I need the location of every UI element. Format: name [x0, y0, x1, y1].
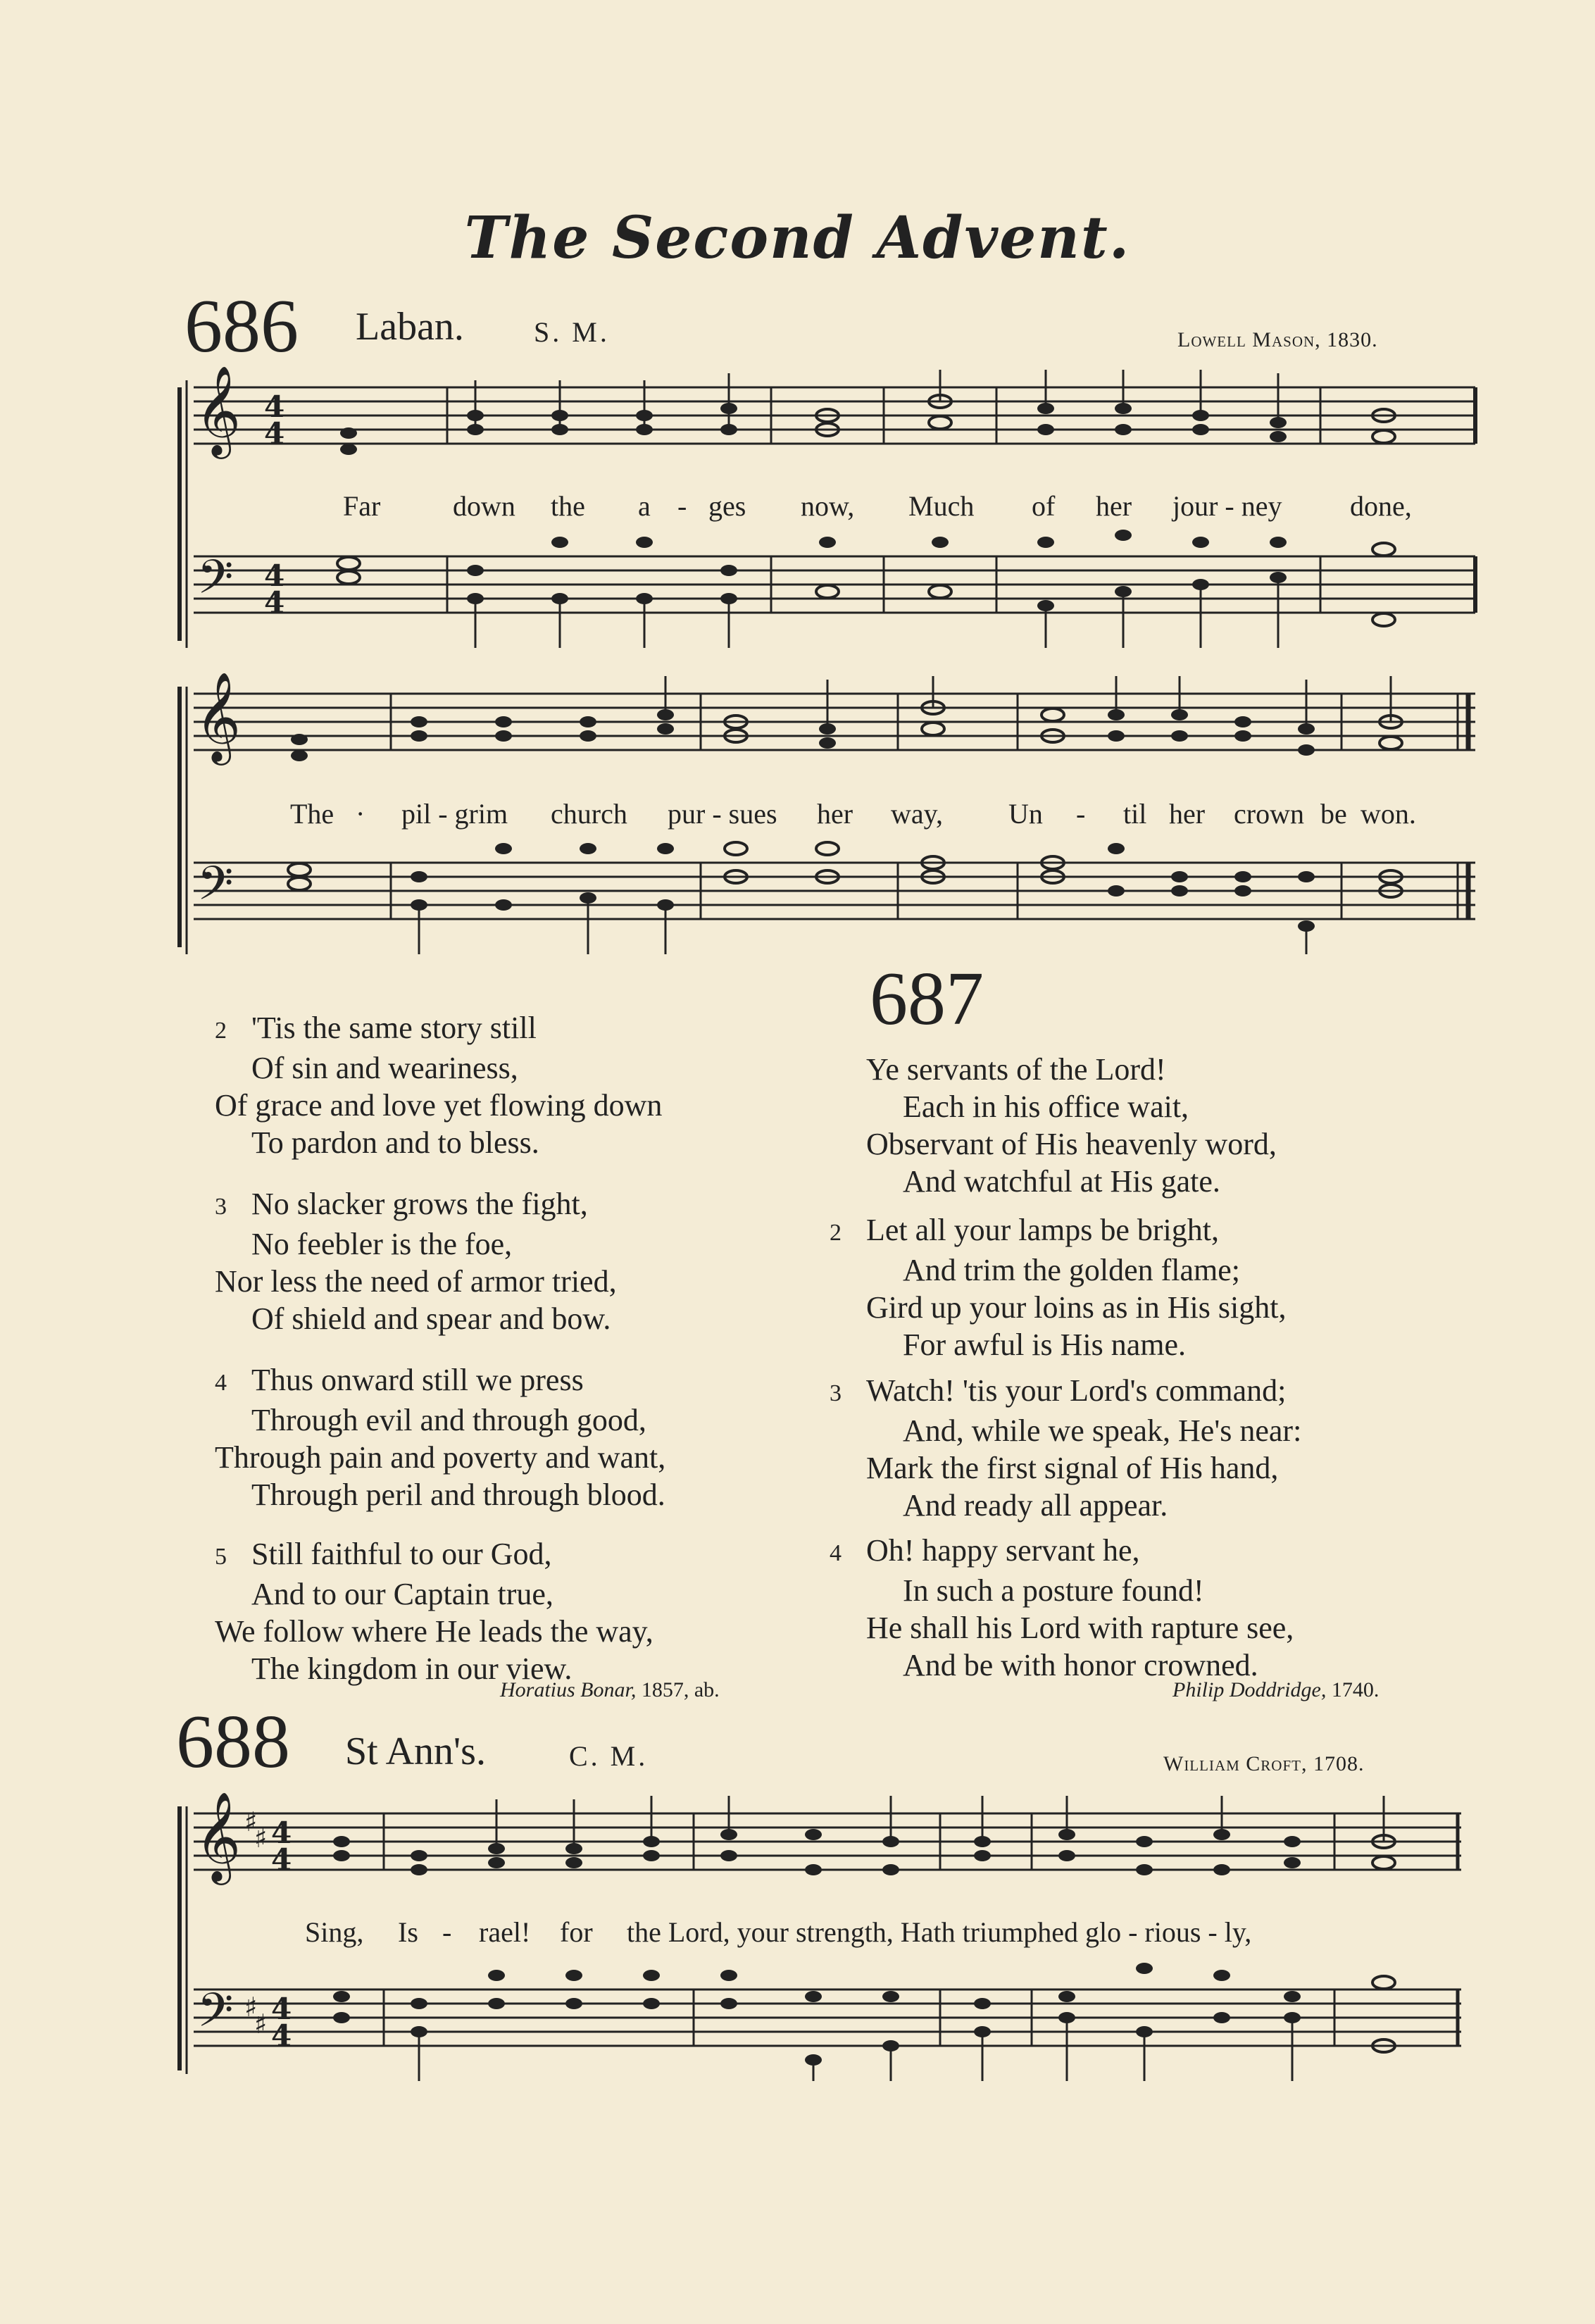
lyric-686-r2-w13: be [1320, 798, 1347, 830]
composer-686: Lowell Mason, 1830. [1177, 328, 1378, 351]
hymn-686-verse-5 [215, 1535, 653, 1687]
author-year: 1740. [1331, 1678, 1380, 1701]
verse-line: Each in his office wait, [903, 1089, 1189, 1124]
verse-number: 4 [830, 1540, 842, 1566]
lyric-688-w1: Sing, [305, 1916, 364, 1948]
lyric-688-w4: rael! [479, 1916, 531, 1948]
lyric-686-r2-w1: The [290, 798, 334, 830]
tune-name-st-anns: St Ann's. [345, 1730, 486, 1773]
svg-text:𝄢: 𝄢 [197, 1983, 234, 2049]
svg-text:𝄢: 𝄢 [197, 550, 234, 616]
hymn-number-686: 686 [184, 285, 299, 368]
verse-line: And be with honor crowned. [903, 1648, 1258, 1682]
svg-text:4: 4 [271, 1842, 292, 1877]
verse-line: And to our Captain true, [251, 1577, 553, 1611]
verse-number: 2 [830, 1220, 842, 1246]
svg-text:4: 4 [271, 1992, 292, 2026]
svg-text:4: 4 [264, 585, 285, 620]
composer-688: William Croft, 1708. [1163, 1752, 1365, 1775]
verse-line: Still faithful to our God, [251, 1537, 552, 1571]
lyric-686-r2-w3: pil - grim [401, 798, 508, 830]
svg-text:♯: ♯ [254, 2008, 268, 2039]
lyric-686-r1-w8: Much [908, 490, 975, 522]
verse-line: Oh! happy servant he, [866, 1533, 1140, 1568]
verse-line: Through evil and through good, [251, 1403, 646, 1437]
lyric-686-r2-w11: her [1169, 798, 1206, 830]
svg-text:♯: ♯ [254, 1823, 268, 1854]
verse-line: And ready all appear. [903, 1488, 1168, 1523]
svg-text:♯: ♯ [244, 1806, 258, 1837]
verse-number: 4 [215, 1370, 227, 1396]
lyric-686-r2-w12: crown [1234, 798, 1304, 830]
lyric-686-r2-w7: way, [891, 798, 944, 830]
verse-line: In such a posture found! [903, 1573, 1204, 1608]
hymn-686-verse-4 [215, 1361, 665, 1513]
verse-line: Of grace and love yet flowing down [215, 1088, 663, 1123]
lyric-686-r2-w5: pur - sues [668, 798, 777, 830]
lyric-688-w6: the Lord, your strength, Hath triumphed glo - rious - ly, [627, 1916, 1252, 1948]
svg-text:4: 4 [271, 1816, 292, 1850]
lyric-686-r1-w9: of [1032, 490, 1056, 522]
lyric-686-r1-w4: a [638, 490, 651, 522]
lyric-686-r2-w6: her [817, 798, 853, 830]
author-name: Horatius Bonar, [500, 1678, 637, 1701]
verse-line: Through pain and poverty and want, [215, 1440, 666, 1475]
svg-text:4: 4 [264, 389, 285, 424]
hymn-number-688: 688 [176, 1700, 290, 1784]
lyric-686-r1-w12: done, [1350, 490, 1412, 522]
lyric-686-r2-w9: - [1076, 798, 1086, 830]
svg-text:♯: ♯ [244, 1992, 258, 2023]
lyric-686-r2-w14: won. [1361, 798, 1416, 830]
verse-line: No feebler is the foe, [251, 1227, 513, 1261]
verse-line: No slacker grows the fight, [251, 1187, 588, 1221]
svg-text:4: 4 [264, 558, 285, 593]
verse-number: 5 [215, 1544, 227, 1570]
verse-line: He shall his Lord with rapture see, [866, 1611, 1294, 1645]
verse-line: Of shield and spear and bow. [251, 1301, 611, 1336]
lyric-686-r1-w5: - [677, 490, 687, 522]
verse-line: And trim the golden flame; [903, 1253, 1240, 1287]
meter-686: S. M. [534, 316, 610, 348]
hymn-687-verse-4 [830, 1532, 1294, 1684]
hymn-687-verse-1 [866, 1051, 1277, 1200]
verse-line: Thus onward still we press [251, 1363, 584, 1397]
svg-text:𝄞: 𝄞 [195, 365, 242, 455]
verse-line: And watchful at His gate. [903, 1164, 1220, 1199]
verse-line: Nor less the need of armor tried, [215, 1264, 617, 1299]
lyric-688-w2: Is [398, 1916, 418, 1948]
verse-line: For awful is His name. [903, 1327, 1187, 1362]
lyric-686-r2-w2: · [356, 798, 365, 830]
author-year: 1857, ab. [641, 1678, 720, 1701]
meter-688: C. M. [569, 1740, 649, 1772]
verse-line: Gird up your loins as in His sight, [866, 1290, 1287, 1325]
hymn-number-687: 687 [870, 957, 984, 1041]
hymn-687-verse-2 [830, 1211, 1286, 1363]
verse-line: Mark the first signal of His hand, [866, 1451, 1279, 1485]
verse-line: The kingdom in our view. [251, 1651, 573, 1686]
author-686 [500, 1678, 720, 1702]
lyric-686-r1-w11: jour - ney [1172, 490, 1282, 522]
lyric-686-r1-w7: now, [801, 490, 855, 522]
svg-text:4: 4 [271, 2018, 292, 2053]
verse-number: 2 [215, 1018, 227, 1044]
verse-number: 3 [830, 1380, 842, 1406]
svg-text:4: 4 [264, 416, 285, 451]
verse-line: And, while we speak, He's near: [903, 1413, 1302, 1448]
verse-number: 3 [215, 1194, 227, 1220]
lyric-686-r2-w4: church [551, 798, 627, 830]
verse-line: Watch! 'tis your Lord's command; [866, 1373, 1287, 1408]
verse-line: To pardon and to bless. [251, 1125, 539, 1160]
verse-line: Let all your lamps be bright, [866, 1213, 1219, 1247]
lyric-686-r2-w8: Un [1008, 798, 1043, 830]
hymn-687-verse-3 [830, 1372, 1301, 1524]
tune-name-laban: Laban. [356, 305, 464, 349]
verse-line: Through peril and through blood. [251, 1478, 665, 1512]
verse-line: Observant of His heavenly word, [866, 1127, 1277, 1161]
verse-line: Ye servants of the Lord! [866, 1052, 1166, 1087]
lyric-688-w5: for [560, 1916, 593, 1948]
svg-text:𝄢: 𝄢 [197, 856, 234, 922]
lyric-688-w3: - [442, 1916, 452, 1948]
author-name: Philip Doddridge, [1172, 1678, 1327, 1701]
section-title: The Second Advent. [464, 204, 1131, 272]
verse-line: Of sin and weariness, [251, 1051, 518, 1085]
lyric-686-r2-w10: til [1123, 798, 1147, 830]
lyric-686-r1-w10: her [1096, 490, 1132, 522]
verse-line: We follow where He leads the way, [215, 1614, 653, 1649]
hymn-686-verse-3 [215, 1185, 617, 1337]
author-687 [1172, 1678, 1379, 1702]
lyric-686-r1-w6: ges [708, 490, 746, 522]
lyric-686-r1-w3: the [551, 490, 585, 522]
verse-line: 'Tis the same story still [251, 1011, 537, 1045]
svg-text:𝄞: 𝄞 [195, 671, 242, 761]
lyric-686-r1-w2: down [453, 490, 515, 522]
svg-text:𝄞: 𝄞 [195, 1791, 242, 1881]
hymn-686-verse-2 [215, 1009, 662, 1161]
lyric-686-r1-w1: Far [343, 490, 381, 522]
